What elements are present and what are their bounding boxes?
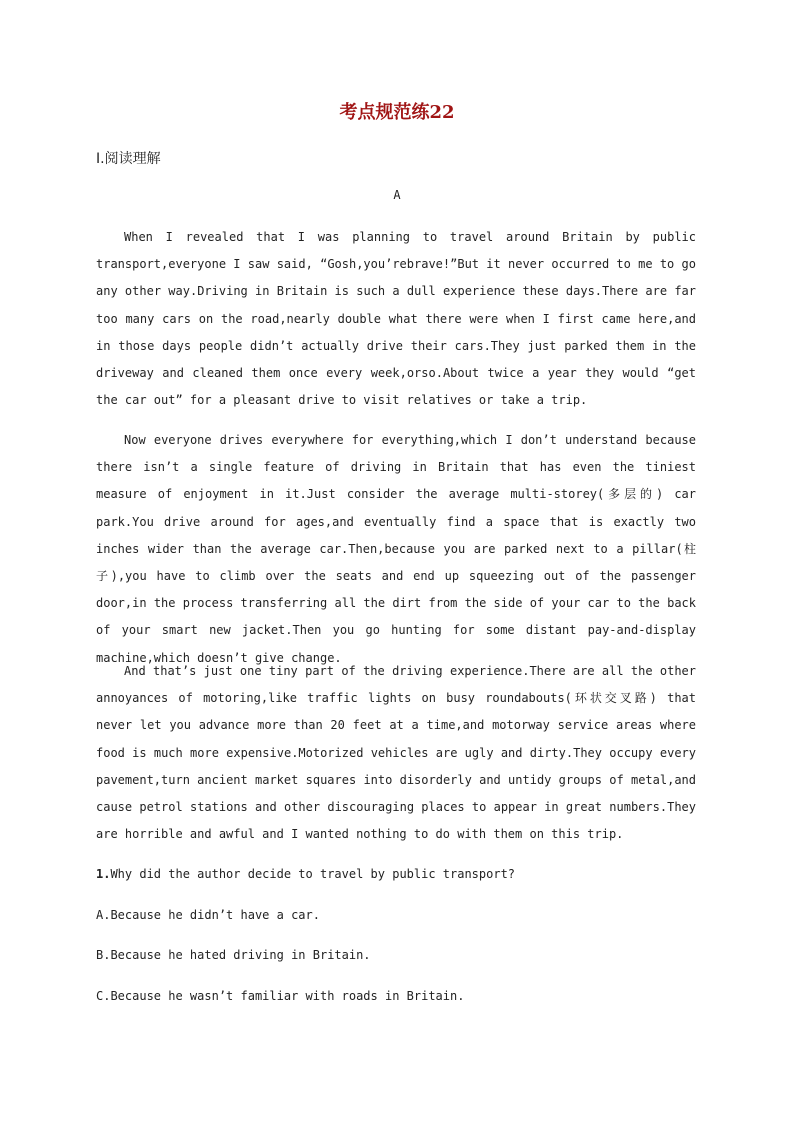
passage-paragraph-2: Now everyone drives everywhere for everything,which I don’t understand because there isn’t a single feature of driving in Britain that has even the tiniest measure of enjoyment in it.Just consider the average multi-storey(多层的) car park.You drive around for ages,and eventually find a space that is exactly two inches wider than the average car.Then,because you are parked next to a pillar(柱子),you have to climb over the seats and end up squeezing out of the passenger door,in the process transferring all the dirt from the side of your car to the back of your smart new jacket.Then you go hunting for some distant pay-and-display machine,which doesn’t give change. bbox=[96, 433, 696, 665]
option-a: A.Because he didn’t have a car. bbox=[96, 908, 320, 922]
question-1 bbox=[96, 867, 696, 881]
question-number: 1. bbox=[96, 867, 111, 881]
option-c: C.Because he wasn’t familiar with roads in Britain. bbox=[96, 989, 465, 1003]
passage-paragraph-3: And that’s just one tiny part of the driving experience.There are all the other annoyances of motoring,like traffic lights on busy roundabouts(环状交叉路) that never let you advance more than 20 feet at a time,and motorway service areas where food is much more expensive.Motorized vehicles are ugly and dirty.They occupy every pavement,turn ancient market squares into disorderly and untidy groups of metal,and cause petrol stations and other discouraging places to appear in great numbers.They are horrible and awful and I wanted nothing to do with them on this trip. bbox=[96, 664, 696, 842]
passage-paragraph-1: When I revealed that I was planning to travel around Britain by public transport,everyone I saw said, “Gosh,you’rebrave!”But it never occurred to me to go any other way.Driving in Britain is such a dull experience these days.There are far too many cars on the road,nearly double what there were when I first came here,and in those days people didn’t actually drive their cars.They just parked them in the driveway and cleaned them once every week,orso.About twice a year they would “get the car out” for a pleasant drive to visit relatives or take a trip. bbox=[96, 230, 696, 408]
option-b: B.Because he hated driving in Britain. bbox=[96, 948, 371, 962]
page-title: 考点规范练22 bbox=[339, 102, 455, 123]
section-heading: Ⅰ.阅读理解 bbox=[96, 151, 161, 167]
passage-letter: A bbox=[393, 188, 401, 202]
question-text: Why did the author decide to travel by public transport? bbox=[110, 867, 516, 881]
